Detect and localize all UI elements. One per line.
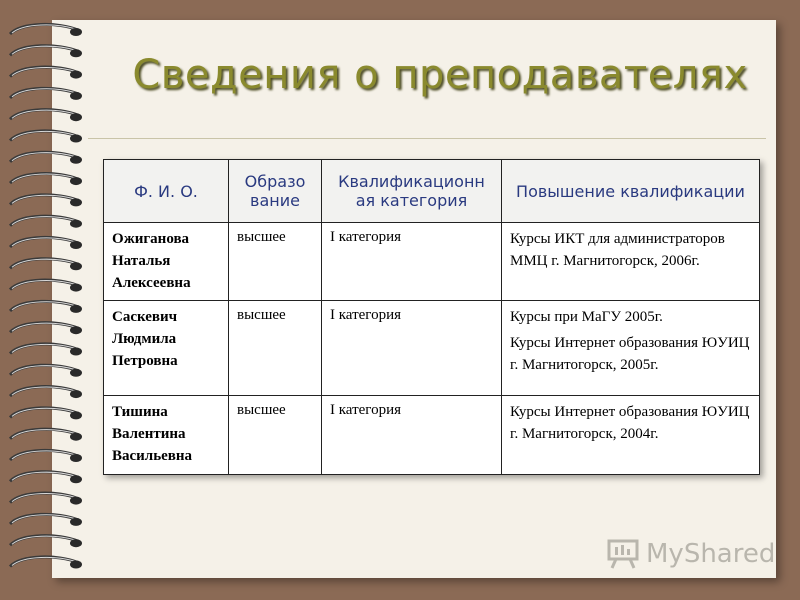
spiral-ring [10,216,82,228]
teacher-category: I категория [322,223,502,301]
spiral-ring [10,323,82,335]
course-entry: Курсы ИКТ для администраторов ММЦ г. Магнитогорск, 2006г. [510,231,725,269]
teacher-category: I категория [322,301,502,396]
spiral-ring [10,67,82,79]
teacher-courses [502,301,760,396]
spiral-ring [10,110,82,122]
header-qualification: Повышение квалификации [502,160,760,223]
spiral-ring [10,259,82,271]
spiral-ring [10,301,82,313]
spiral-ring [10,429,82,441]
spiral-ring [10,450,82,462]
spiral-ring [10,46,82,58]
spiral-ring [10,280,82,292]
teacher-education: высшее [229,396,322,474]
table-row [104,396,760,474]
spiral-ring [10,536,82,548]
spiral-ring [10,514,82,526]
course-entry: Курсы при МаГУ 2005г. [510,309,663,326]
header-category: Квалификационн ая категория [322,160,502,223]
course-entry: Курсы Интернет образования ЮУИЦ г. Магнитогорск, 2005г. [510,335,750,373]
header-name: Ф. И. О. [104,160,229,223]
spiral-ring [10,131,82,143]
presentation-board-icon [606,538,640,570]
spiral-ring [10,408,82,420]
spiral-ring [10,24,82,36]
myshared-logo [606,538,775,570]
table-row [104,223,760,301]
spiral-ring [10,557,82,569]
spiral-ring [10,344,82,356]
spiral-ring [10,365,82,377]
teacher-education: высшее [229,223,322,301]
teacher-courses [502,396,760,474]
spiral-ring [10,387,82,399]
table-row [104,301,760,396]
title-divider [88,138,766,139]
spiral-ring [10,237,82,249]
spiral-ring [10,174,82,186]
header-education: Образо вание [229,160,322,223]
spiral-ring [10,195,82,207]
teacher-education: высшее [229,301,322,396]
logo-text: MyShared [646,539,776,569]
teachers-table [103,159,760,475]
teacher-courses [502,223,760,301]
spiral-binding [0,18,92,578]
teacher-name: Тишина Валентина Васильевна [104,396,229,474]
spiral-ring [10,88,82,100]
teacher-category: I категория [322,396,502,474]
course-entry: Курсы Интернет образования ЮУИЦ г. Магнитогорск, 2004г. [510,404,750,442]
table-header-row [104,160,760,223]
spiral-ring [10,472,82,484]
teacher-name: Ожиганова Наталья Алексеевна [104,223,229,301]
teacher-name: Саскевич Людмила Петровна [104,301,229,396]
spiral-ring [10,152,82,164]
page-title: Сведения о преподавателях [132,52,748,98]
spiral-ring [10,493,82,505]
